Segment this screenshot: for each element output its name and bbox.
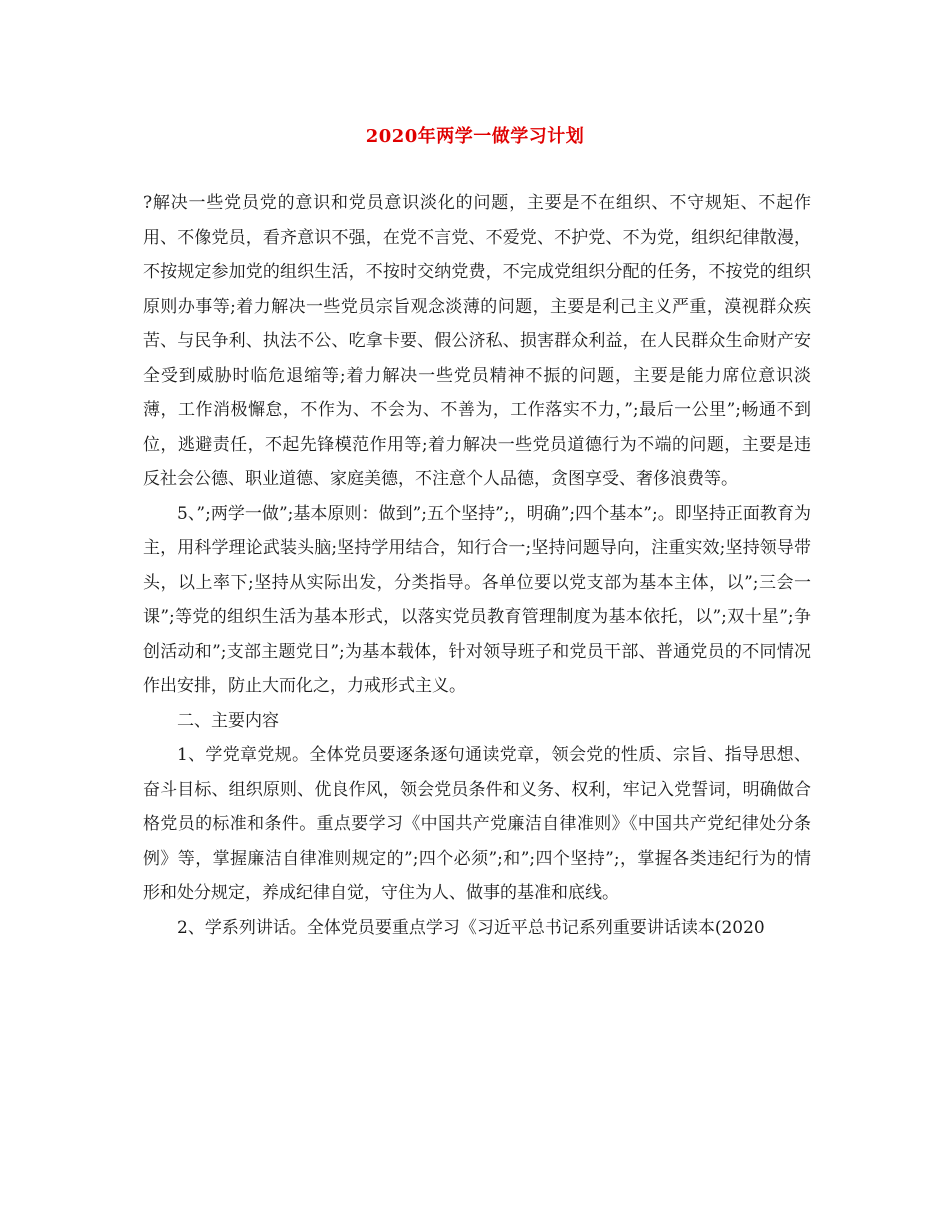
document-body — [143, 186, 811, 945]
section-heading-main-content: 二、主要内容 — [177, 710, 279, 731]
paragraph-series-speeches: 2、学系列讲话。全体党员要重点学习《习近平总书记系列重要讲话读本(2020 — [177, 917, 765, 938]
paragraph-party-rules: 1、学党章党规。全体党员要逐条逐句通读党章，领会党的性质、宗旨、指导思想、奋斗目标、组织原则、优良作风，领会党员条件和义务、权利，牢记入党誓词，明确做合格党员的标准和条件。重点要学习《中国共产党廉洁自律准则》《中国共产党纪律处分条例》等，掌握廉洁自律准则规定的”;四个必须”;和”;四个坚持”;，掌握各类违纪行为的情形和处分规定，养成纪律自觉，守住为人、做事的基准和底线。 — [143, 745, 811, 903]
document-title: 2020年两学一做学习计划 — [365, 126, 585, 147]
paragraph-principles: 5、”;两学一做”;基本原则：做到”;五个坚持”;，明确”;四个基本”;。即坚持正面教育为主，用科学理论武装头脑;坚持学用结合，知行合一;坚持问题导向，注重实效;坚持领导带头，以上率下;坚持从实际出发，分类指导。各单位要以党支部为基本主体，以”;三会一课”;等党的组织生活为基本形式，以落实党员教育管理制度为基本依托，以”;双十星”;争创活动和”;支部主题党日”;为基本载体，针对领导班子和党员干部、普通党员的不同情况作出安排，防止大而化之，力戒形式主义。 — [143, 503, 811, 696]
paragraph-problems: ?解决一些党员党的意识和党员意识淡化的问题，主要是不在组织、不守规矩、不起作用、不像党员，看齐意识不强，在党不言党、不爱党、不护党、不为党，组织纪律散漫，不按规定参加党的组织生活，不按时交纳党费，不完成党组织分配的任务，不按党的组织原则办事等;着力解决一些党员宗旨观念淡薄的问题，主要是利己主义严重，漠视群众疾苦、与民争利、执法不公、吃拿卡要、假公济私、损害群众利益，在人民群众生命财产安全受到威胁时临危退缩等;着力解决一些党员精神不振的问题，主要是能力席位意识淡薄，工作消极懈怠，不作为、不会为、不善为，工作落实不力，”;最后一公里”;畅通不到位，逃避责任，不起先锋模范作用等;着力解决一些党员道德行为不端的问题，主要是违反社会公德、职业道德、家庭美德，不注意个人品德，贪图享受、奢侈浪费等。 — [143, 193, 811, 489]
